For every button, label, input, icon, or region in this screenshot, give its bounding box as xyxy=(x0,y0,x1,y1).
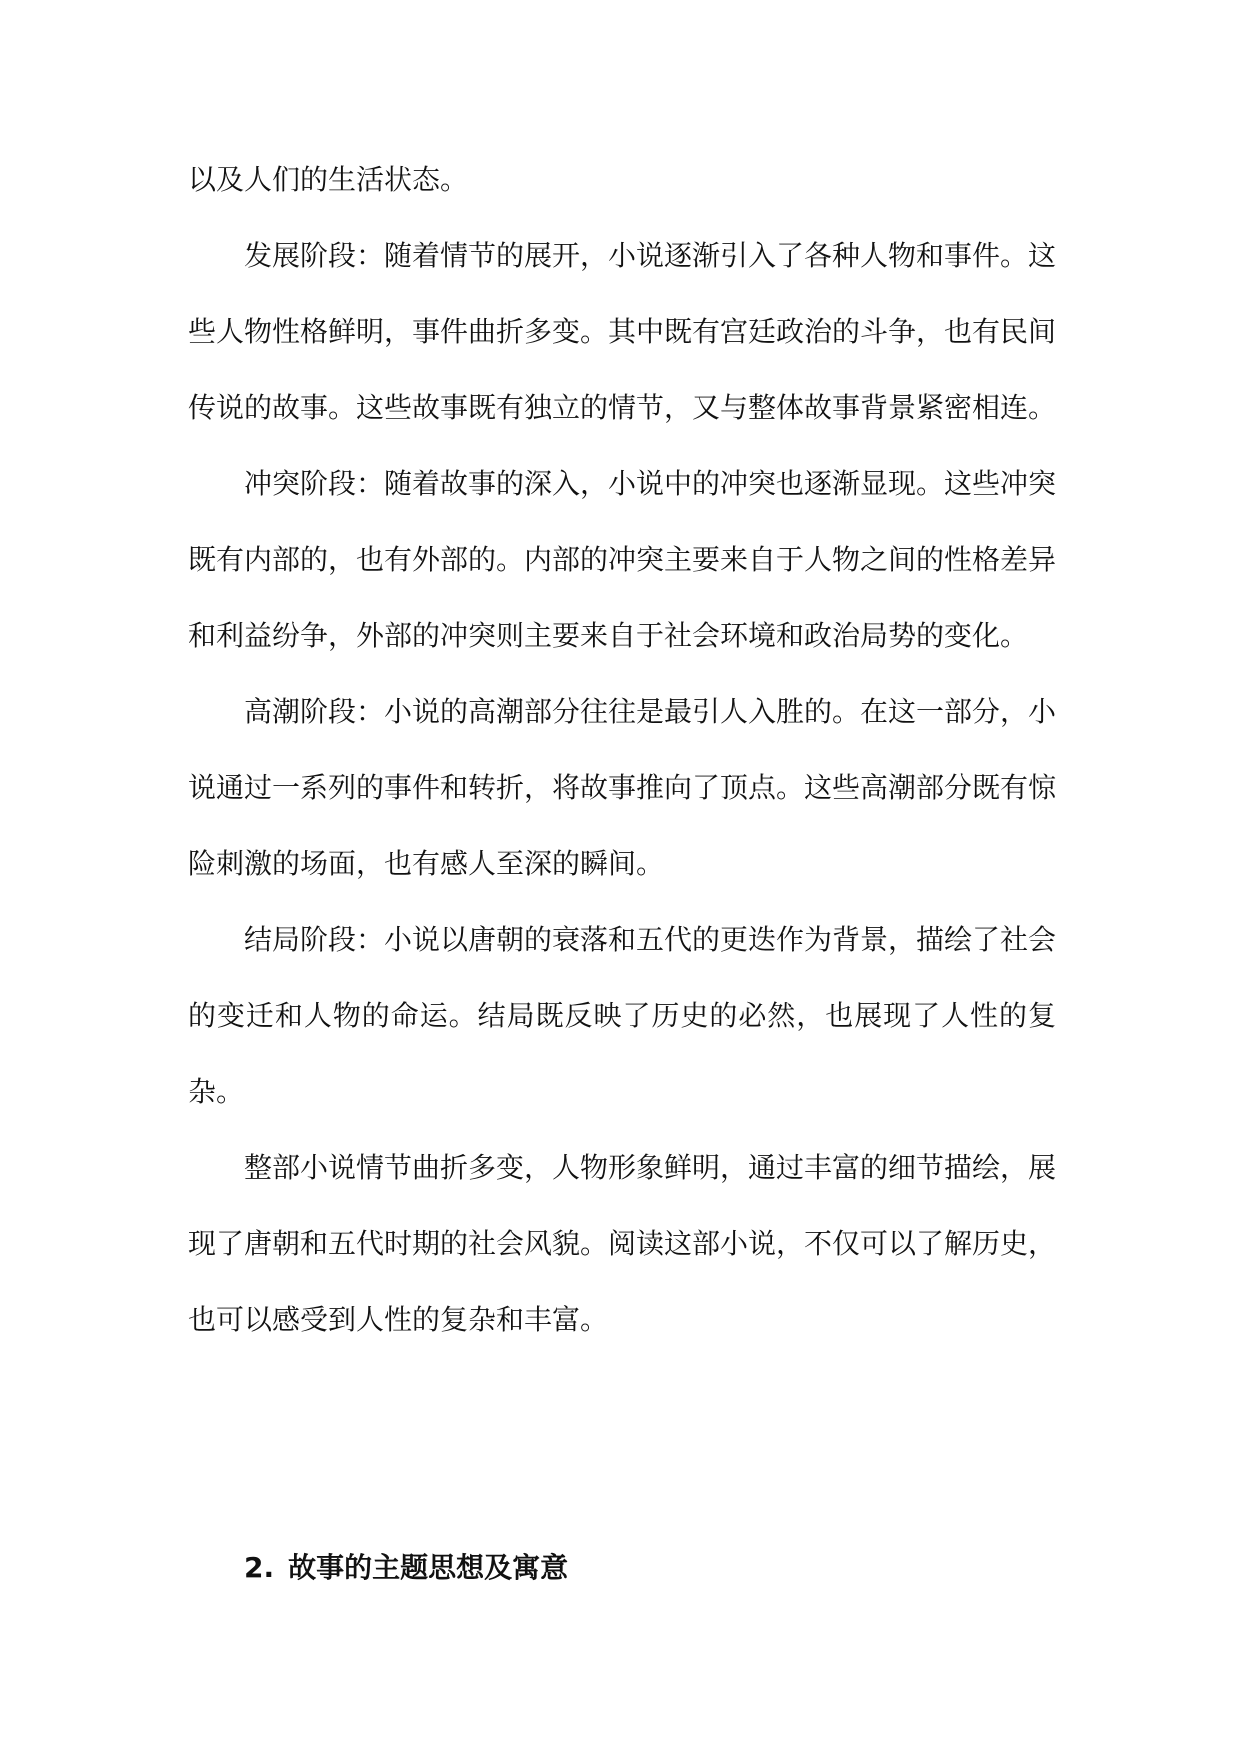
paragraph-climax-stage: 高潮阶段：小说的高潮部分往往是最引人入胜的。在这一部分，小说通过一系列的事件和转折，将故事推向了顶点。这些高潮部分既有惊险刺激的场面，也有感人至深的瞬间。 xyxy=(188,695,1057,880)
paragraph-summary: 整部小说情节曲折多变，人物形象鲜明，通过丰富的细节描绘，展现了唐朝和五代时期的社会风貌。阅读这部小说，不仅可以了解历史，也可以感受到人性的复杂和丰富。 xyxy=(188,1151,1057,1336)
section-heading xyxy=(244,1548,568,1588)
paragraph-ending-stage: 结局阶段：小说以唐朝的衰落和五代的更迭作为背景，描绘了社会的变迁和人物的命运。结局既反映了历史的必然，也展现了人性的复杂。 xyxy=(188,923,1057,1108)
section-number: 2. xyxy=(244,1551,275,1584)
section-title: 故事的主题思想及寓意 xyxy=(288,1551,569,1584)
paragraph-development-stage: 发展阶段：随着情节的展开，小说逐渐引入了各种人物和事件。这些人物性格鲜明，事件曲折多变。其中既有宫廷政治的斗争，也有民间传说的故事。这些故事既有独立的情节，又与整体故事背景紧密相连。 xyxy=(188,239,1057,424)
paragraph-conflict-stage: 冲突阶段：随着故事的深入，小说中的冲突也逐渐显现。这些冲突既有内部的，也有外部的。内部的冲突主要来自于人物之间的性格差异和利益纷争，外部的冲突则主要来自于社会环境和政治局势的变化。 xyxy=(188,467,1057,652)
document-body xyxy=(188,142,1056,1358)
paragraph-continuation: 以及人们的生活状态。 xyxy=(188,163,469,196)
